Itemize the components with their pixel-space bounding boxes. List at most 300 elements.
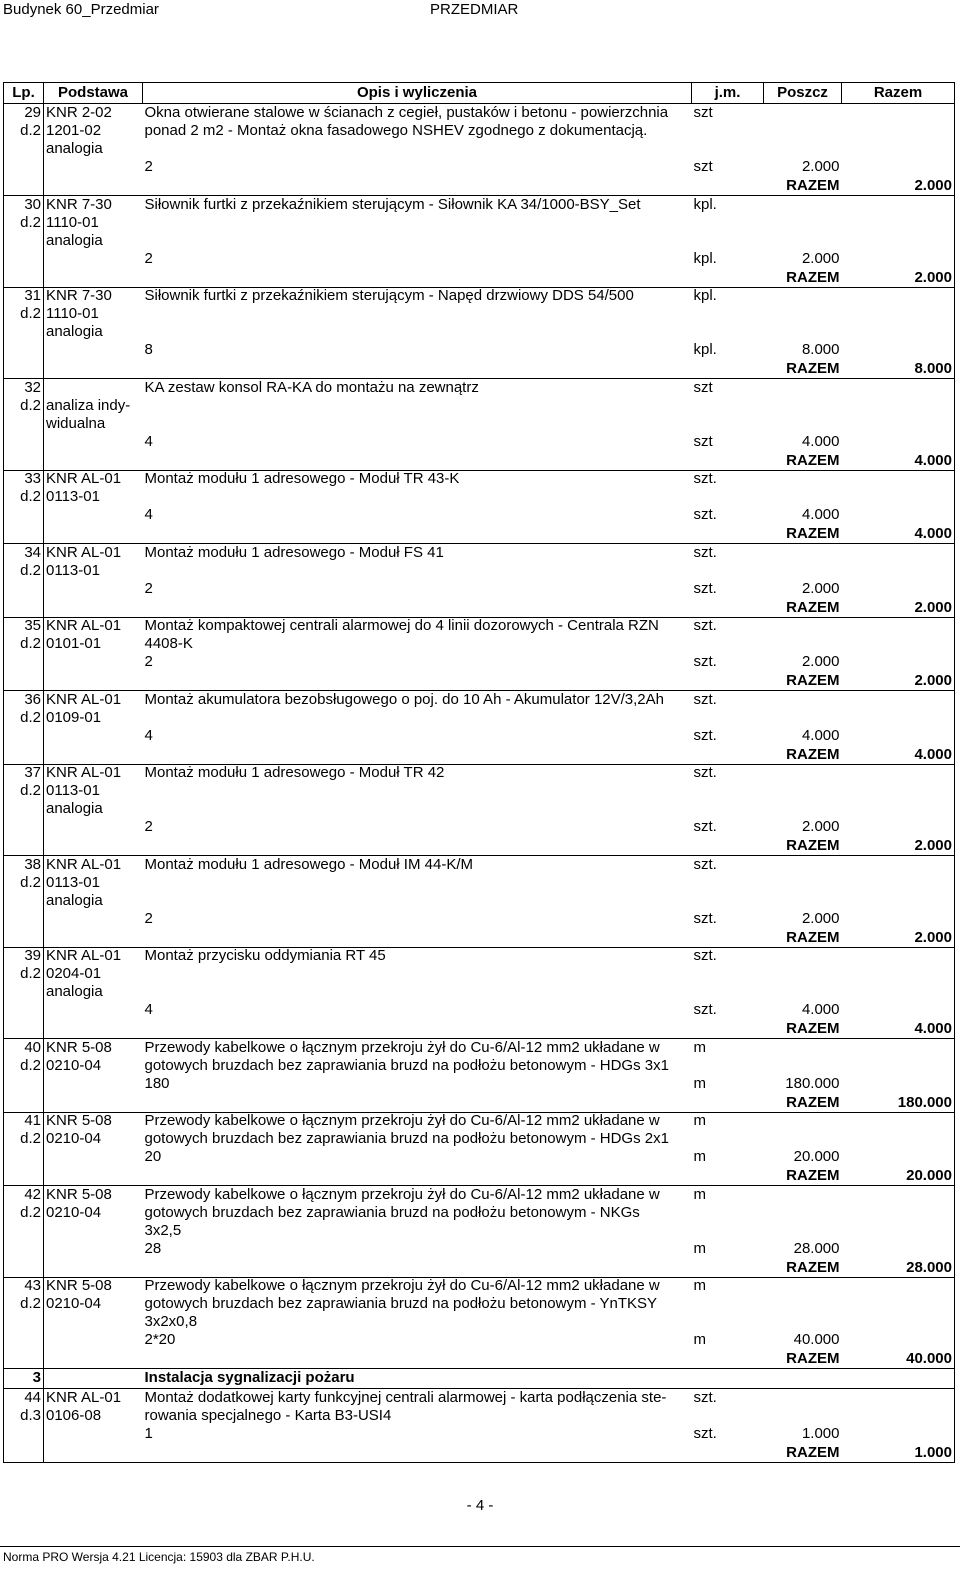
cell-razem	[842, 709, 955, 727]
cell-podstawa: analogia	[44, 983, 143, 1001]
table-row	[4, 1313, 955, 1331]
cell-podstawa	[44, 1425, 143, 1444]
cell-opis: 2	[144, 249, 153, 267]
table-row	[4, 158, 955, 177]
cell-jm: szt.	[693, 909, 717, 927]
sum-label: RAZEM	[764, 1167, 842, 1186]
cell-jm: m	[693, 1331, 706, 1348]
cell-opis	[143, 1094, 692, 1113]
cell-razem	[842, 544, 955, 562]
cell-opis	[143, 672, 692, 691]
cell-opis	[143, 177, 692, 196]
cell-razem	[842, 506, 955, 525]
cell-lp	[4, 818, 44, 837]
cell-poszcz	[764, 323, 842, 341]
cell-podstawa: KNR AL-01	[44, 947, 143, 965]
cell-razem	[842, 856, 955, 874]
cell-lp: 36	[4, 691, 44, 709]
cell-podstawa	[44, 250, 143, 269]
cell-jm: m	[693, 1112, 706, 1129]
sum-row	[4, 672, 955, 691]
cell-razem	[842, 1075, 955, 1094]
table-row	[4, 1001, 955, 1020]
cell-podstawa: analogia	[44, 892, 143, 910]
table-row	[4, 1186, 955, 1204]
sum-label: RAZEM	[764, 452, 842, 471]
cell-jm: szt.	[693, 617, 717, 634]
cell-opis	[143, 269, 692, 288]
cell-podstawa: KNR 7-30	[44, 196, 143, 214]
sum-value: 180.000	[842, 1094, 955, 1113]
cell-razem	[842, 1130, 955, 1148]
table-row	[4, 1407, 955, 1425]
cell-lp: 3	[4, 1369, 44, 1389]
cell-podstawa	[44, 580, 143, 599]
cell-lp: d.2	[4, 782, 44, 800]
cell-poszcz	[764, 1222, 842, 1240]
cell-lp	[4, 525, 44, 544]
cell-razem	[842, 140, 955, 158]
cell-jm	[692, 232, 764, 250]
cell-razem	[842, 1204, 955, 1222]
cell-poszcz	[764, 140, 842, 158]
table-row	[4, 727, 955, 746]
cell-opis: gotowych bruzdach bez zaprawiania bruzd na podłożu betonowym - YnTKSY	[144, 1295, 658, 1312]
cell-lp	[4, 1425, 44, 1444]
cell-razem	[842, 764, 955, 782]
cell-jm: szt.	[693, 506, 717, 523]
cell-lp: d.2	[4, 1130, 44, 1148]
cell-razem	[842, 1240, 955, 1259]
cell-jm	[692, 874, 764, 892]
cell-lp	[4, 837, 44, 856]
cell-podstawa: analogia	[44, 323, 143, 341]
cell-razem	[842, 562, 955, 580]
col-jm: j.m.	[692, 83, 764, 104]
cell-jm: kpl.	[693, 287, 717, 304]
cell-podstawa	[44, 452, 143, 471]
cell-razem	[842, 818, 955, 837]
table-row	[4, 983, 955, 1001]
cell-opis	[143, 415, 692, 433]
sum-row	[4, 1094, 955, 1113]
cell-opis	[143, 599, 692, 618]
cell-podstawa	[44, 929, 143, 948]
cell-poszcz	[764, 1277, 842, 1295]
cell-poszcz	[764, 415, 842, 433]
cell-jm: szt	[693, 378, 713, 396]
cell-lp	[4, 929, 44, 948]
cell-podstawa: analogia	[44, 800, 143, 818]
cell-opis	[143, 452, 692, 471]
cell-jm	[692, 360, 764, 379]
cell-podstawa	[44, 1444, 143, 1463]
cell-poszcz: 2.000	[801, 579, 840, 597]
cell-lp	[4, 1222, 44, 1240]
cell-razem	[842, 122, 955, 140]
page-number: - 4 -	[466, 1497, 494, 1514]
sum-row	[4, 269, 955, 288]
cell-podstawa	[44, 1075, 143, 1094]
cell-razem	[842, 983, 955, 1001]
table-row	[4, 250, 955, 269]
cell-opis	[143, 1020, 692, 1039]
table-row	[4, 1277, 955, 1295]
cell-podstawa: 0113-01	[44, 562, 143, 580]
cell-jm: szt.	[693, 579, 717, 597]
cell-razem	[842, 580, 955, 599]
cell-opis	[143, 360, 692, 379]
cell-opis: Montaż modułu 1 adresowego - Moduł TR 42	[144, 764, 445, 781]
cell-poszcz: 28.000	[793, 1239, 840, 1257]
cell-razem	[842, 691, 955, 709]
cell-opis	[143, 800, 692, 818]
table-row	[4, 1148, 955, 1167]
cell-lp	[4, 1240, 44, 1259]
cell-jm	[692, 1259, 764, 1278]
cell-podstawa: 0106-08	[44, 1407, 143, 1425]
cell-lp	[4, 983, 44, 1001]
cell-podstawa: KNR 5-08	[44, 1112, 143, 1130]
cell-podstawa	[44, 158, 143, 177]
cell-podstawa	[44, 1020, 143, 1039]
cell-opis: rowania specjalnego - Karta B3-USI4	[144, 1407, 392, 1424]
cell-opis: Montaż modułu 1 adresowego - Moduł FS 41	[144, 543, 444, 561]
cell-podstawa	[44, 379, 143, 397]
sum-label: RAZEM	[764, 1020, 842, 1039]
cell-lp	[4, 1331, 44, 1350]
cell-razem	[842, 341, 955, 360]
cell-opis: Przewody kabelkowe o łącznym przekroju żył do Cu-6/Al-12 mm2 układane w	[144, 1277, 660, 1294]
sum-row	[4, 1350, 955, 1369]
cell-lp: 43	[4, 1277, 44, 1295]
cell-opis: Montaż kompaktowej centrali alarmowej do 4 linii dozorowych - Centrala RZN	[144, 617, 659, 634]
cell-poszcz	[764, 196, 842, 214]
cell-podstawa: 0210-04	[44, 1057, 143, 1075]
cell-lp	[4, 341, 44, 360]
cell-opis	[143, 488, 692, 506]
cell-jm	[692, 122, 764, 140]
table-row	[4, 910, 955, 929]
cell-lp: 40	[4, 1039, 44, 1057]
cell-opis	[143, 1350, 692, 1369]
cell-razem	[842, 104, 955, 123]
cell-opis: 28	[144, 1239, 162, 1257]
cell-lp	[4, 1001, 44, 1020]
table-row	[4, 892, 955, 910]
cell-jm	[692, 709, 764, 727]
cell-opis: 8	[144, 341, 153, 358]
cell-jm: m	[693, 1239, 706, 1257]
cell-opis	[143, 1167, 692, 1186]
cell-poszcz	[764, 764, 842, 782]
cell-lp: d.2	[4, 214, 44, 232]
cell-poszcz: 4.000	[801, 506, 840, 523]
table-row	[4, 1057, 955, 1075]
cell-podstawa	[44, 1001, 143, 1020]
cell-jm: szt.	[693, 947, 717, 964]
sum-row	[4, 837, 955, 856]
table-row	[4, 287, 955, 305]
cell-jm	[692, 1407, 764, 1425]
cell-jm: szt	[693, 104, 713, 121]
cell-podstawa: KNR 7-30	[44, 287, 143, 305]
cell-lp: d.2	[4, 397, 44, 415]
cell-opis: 2	[144, 653, 153, 670]
cell-podstawa	[44, 818, 143, 837]
cell-podstawa	[44, 746, 143, 765]
cell-razem	[842, 1277, 955, 1295]
cell-jm	[692, 983, 764, 1001]
cell-podstawa	[44, 1369, 143, 1389]
table-row	[4, 635, 955, 653]
cell-podstawa	[44, 727, 143, 746]
cell-poszcz	[764, 1295, 842, 1313]
cell-lp	[4, 177, 44, 196]
cell-poszcz	[764, 397, 842, 415]
cell-opis	[143, 214, 692, 232]
table-row	[4, 196, 955, 214]
sum-label: RAZEM	[764, 525, 842, 544]
cell-opis: 1	[144, 1425, 153, 1442]
cell-lp	[4, 1148, 44, 1167]
cell-jm: kpl.	[693, 195, 717, 213]
cell-opis: Okna otwierane stalowe w ścianach z cegieł, pustaków i betonu - powierzchnia	[144, 104, 669, 121]
cell-lp	[4, 360, 44, 379]
cell-lp	[4, 727, 44, 746]
cell-jm: szt.	[693, 764, 717, 781]
table-row	[4, 856, 955, 874]
cell-poszcz	[764, 379, 842, 397]
cell-poszcz: 40.000	[793, 1331, 840, 1348]
cell-razem	[842, 379, 955, 397]
cell-lp: 34	[4, 544, 44, 562]
cell-razem	[842, 910, 955, 929]
cell-podstawa	[44, 177, 143, 196]
cell-lp: 44	[4, 1389, 44, 1408]
cell-razem	[842, 617, 955, 635]
cell-poszcz	[764, 122, 842, 140]
header-center: PRZEDMIAR	[430, 1, 519, 18]
cell-jm	[692, 672, 764, 691]
cell-jm: m	[693, 1148, 706, 1165]
cell-opis: 4	[144, 506, 153, 523]
table-row	[4, 140, 955, 158]
cell-podstawa	[44, 837, 143, 856]
cell-poszcz: 2.000	[801, 158, 840, 175]
cell-jm: szt.	[693, 690, 717, 708]
table-row	[4, 506, 955, 525]
cell-opis: 2	[144, 158, 153, 175]
cell-razem	[842, 892, 955, 910]
cell-poszcz	[764, 1130, 842, 1148]
table-row	[4, 1222, 955, 1240]
sum-value: 2.000	[842, 672, 955, 691]
cell-lp	[4, 1094, 44, 1113]
table-row	[4, 544, 955, 562]
cell-razem	[842, 397, 955, 415]
cell-razem	[842, 1425, 955, 1444]
sum-value: 28.000	[842, 1259, 955, 1278]
cell-podstawa	[44, 433, 143, 452]
cell-poszcz	[764, 709, 842, 727]
cell-poszcz: 180.000	[785, 1074, 840, 1092]
cell-poszcz	[764, 1039, 842, 1057]
table-row	[4, 1130, 955, 1148]
cell-poszcz	[764, 983, 842, 1001]
cell-lp: 30	[4, 196, 44, 214]
cell-jm	[692, 305, 764, 323]
cell-opis: 2	[144, 909, 153, 927]
cell-jm	[692, 214, 764, 232]
cell-jm: szt.	[693, 653, 717, 670]
cell-razem	[842, 965, 955, 983]
cell-opis: 2	[144, 579, 153, 597]
cell-jm: szt.	[693, 855, 717, 873]
cell-razem	[842, 800, 955, 818]
cell-jm	[692, 1350, 764, 1369]
sum-value: 20.000	[842, 1167, 955, 1186]
cell-jm	[692, 525, 764, 544]
cell-lp: 38	[4, 856, 44, 874]
cell-podstawa: 0210-04	[44, 1130, 143, 1148]
cell-opis	[143, 892, 692, 910]
cell-jm: kpl.	[693, 341, 717, 358]
sum-row	[4, 525, 955, 544]
cell-opis	[143, 232, 692, 250]
cell-razem	[842, 158, 955, 177]
table-row	[4, 305, 955, 323]
table-row	[4, 415, 955, 433]
cell-lp	[4, 653, 44, 672]
cell-podstawa: KNR 5-08	[44, 1277, 143, 1295]
cell-jm	[692, 635, 764, 653]
cell-poszcz	[764, 782, 842, 800]
table-row	[4, 874, 955, 892]
table-body	[4, 104, 955, 1463]
section-title: Instalacja sygnalizacji pożaru	[143, 1369, 955, 1389]
cell-poszcz	[764, 1057, 842, 1075]
cell-razem	[842, 415, 955, 433]
cell-podstawa: widualna	[44, 415, 143, 433]
cell-opis	[143, 323, 692, 341]
cell-podstawa: analogia	[44, 232, 143, 250]
sum-value: 2.000	[842, 837, 955, 856]
cell-podstawa	[44, 1240, 143, 1259]
cell-jm	[692, 562, 764, 580]
cell-opis	[143, 562, 692, 580]
table-row	[4, 1389, 955, 1408]
cell-opis: 180	[144, 1074, 170, 1092]
cell-poszcz	[764, 488, 842, 506]
cell-podstawa: 0109-01	[44, 709, 143, 727]
cell-lp: 42	[4, 1186, 44, 1204]
sum-value: 8.000	[842, 360, 955, 379]
cell-opis: 20	[144, 1148, 162, 1165]
cell-lp	[4, 1444, 44, 1463]
cell-razem	[842, 635, 955, 653]
cell-podstawa: 0113-01	[44, 488, 143, 506]
cell-razem	[842, 1186, 955, 1204]
cell-podstawa	[44, 360, 143, 379]
cell-lp: d.2	[4, 122, 44, 140]
cell-opis	[143, 1444, 692, 1463]
cell-jm	[692, 1167, 764, 1186]
cell-jm: szt	[693, 158, 713, 175]
cell-podstawa: KNR 2-02	[44, 104, 143, 123]
cell-opis	[143, 929, 692, 948]
cell-jm	[692, 140, 764, 158]
footer-divider	[0, 1546, 960, 1547]
cell-opis: KA zestaw konsol RA-KA do montażu na zewnątrz	[144, 378, 479, 396]
cell-lp	[4, 580, 44, 599]
table-row	[4, 691, 955, 709]
cell-opis: 4	[144, 1001, 153, 1018]
cell-razem	[842, 782, 955, 800]
cell-razem	[842, 214, 955, 232]
cell-poszcz: 2.000	[801, 818, 840, 835]
cell-jm	[692, 488, 764, 506]
cell-lp	[4, 1167, 44, 1186]
cell-opis: 4408-K	[144, 635, 193, 652]
cell-jm	[692, 1094, 764, 1113]
cell-poszcz: 1.000	[801, 1425, 840, 1442]
cell-opis	[143, 305, 692, 323]
cell-jm	[692, 397, 764, 415]
sum-value: 4.000	[842, 1020, 955, 1039]
cell-podstawa	[44, 910, 143, 929]
cell-poszcz	[764, 562, 842, 580]
sum-label: RAZEM	[764, 269, 842, 288]
sum-row	[4, 929, 955, 948]
table-row	[4, 470, 955, 488]
table-row	[4, 397, 955, 415]
cell-lp	[4, 415, 44, 433]
cell-podstawa	[44, 672, 143, 691]
cell-opis: gotowych bruzdach bez zaprawiania bruzd na podłożu betonowym - HDGs 3x1	[144, 1056, 669, 1074]
sum-value: 1.000	[842, 1444, 955, 1463]
sum-row	[4, 1167, 955, 1186]
cell-lp	[4, 452, 44, 471]
cell-poszcz: 4.000	[801, 1001, 840, 1018]
table-row	[4, 1204, 955, 1222]
cell-podstawa	[44, 506, 143, 525]
cell-razem	[842, 232, 955, 250]
cell-lp: 37	[4, 764, 44, 782]
sum-label: RAZEM	[764, 599, 842, 618]
sum-value: 2.000	[842, 929, 955, 948]
table-row	[4, 764, 955, 782]
cell-jm: szt.	[693, 726, 717, 744]
table-row	[4, 104, 955, 123]
sum-label: RAZEM	[764, 177, 842, 196]
cell-podstawa	[44, 1331, 143, 1350]
section-row	[4, 1369, 955, 1389]
cell-poszcz	[764, 617, 842, 635]
table-header-row	[4, 83, 955, 104]
cell-podstawa: analogia	[44, 140, 143, 158]
cell-poszcz	[764, 1313, 842, 1331]
cell-podstawa	[44, 1148, 143, 1167]
cell-podstawa: KNR AL-01	[44, 617, 143, 635]
cell-jm	[692, 269, 764, 288]
table-row	[4, 1425, 955, 1444]
table-row	[4, 232, 955, 250]
sum-label: RAZEM	[764, 746, 842, 765]
cell-poszcz	[764, 874, 842, 892]
table-row	[4, 965, 955, 983]
cell-opis	[143, 709, 692, 727]
